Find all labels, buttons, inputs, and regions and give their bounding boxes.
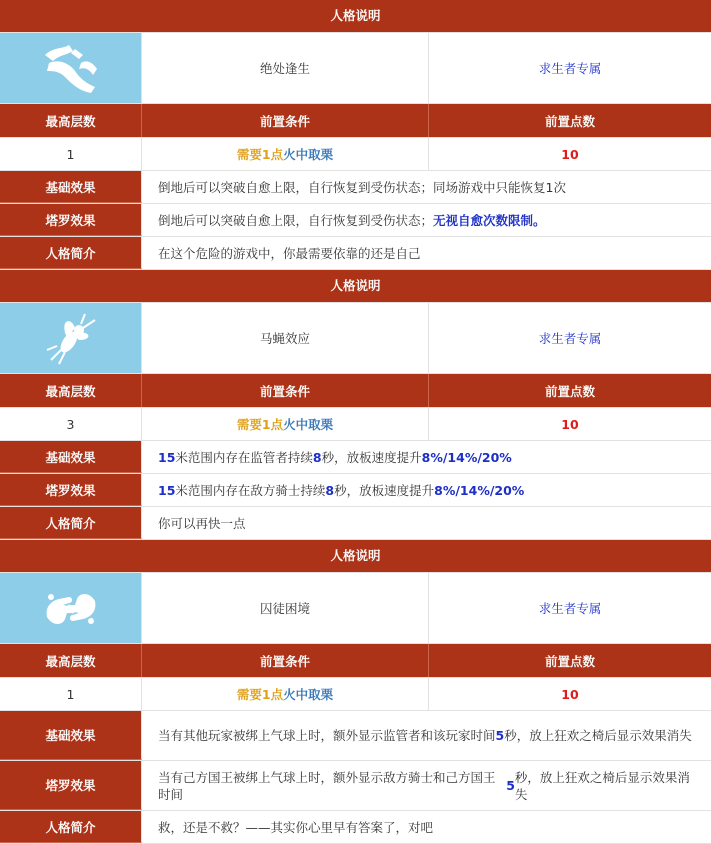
prereq-points-value: 10 (561, 416, 579, 432)
base-effect-text (142, 171, 711, 203)
column-header-row (0, 374, 711, 408)
column-header-row (0, 644, 711, 678)
effect-segment: 当有己方国王被绑上气球上时，额外显示敌方骑士和己方国王时间 (158, 769, 496, 802)
prerequisite-value (142, 678, 429, 710)
intro-text: 在这个危险的游戏中，你最需要依靠的还是自己 (158, 245, 421, 261)
trait-name: 囚徒困境 (142, 573, 429, 643)
base-effect-text (142, 441, 711, 473)
base-effect-row (0, 711, 711, 761)
tarot-effect-row (0, 761, 711, 811)
effect-segment: 8 (325, 482, 335, 498)
tarot-effect-text (142, 204, 711, 236)
effect-segment: 5 (506, 778, 515, 793)
prereq-points-value: 10 (561, 146, 579, 162)
trait-header-row (0, 573, 711, 644)
intro-row (0, 811, 711, 844)
effect-segment: 15 (158, 482, 176, 498)
intro-row (0, 507, 711, 540)
tarot-effect-row (0, 474, 711, 507)
effect-segment: 秒，放板速度提升 (334, 482, 435, 498)
effect-segment: 秒，放板速度提升 (321, 449, 422, 465)
effect-segment: 倒地后可以突破自愈上限，自行恢复到受伤状态； (158, 212, 434, 228)
prereq-points-header: 前置点数 (429, 644, 711, 677)
trait-header-row (0, 33, 711, 104)
max-level-value: 1 (0, 138, 142, 170)
prerequisite-value (142, 138, 429, 170)
base-effect-label: 基础效果 (0, 711, 142, 760)
prerequisite-header: 前置条件 (142, 644, 429, 677)
effect-segment: 5 (495, 728, 505, 743)
values-row (0, 408, 711, 441)
max-level-header: 最高层数 (0, 104, 142, 137)
trait-name: 绝处逢生 (142, 33, 429, 103)
base-effect-label: 基础效果 (0, 441, 142, 473)
section-title: 人格说明 (0, 540, 711, 573)
column-header-row (0, 104, 711, 138)
prerequisite-link[interactable]: 火中取栗 (283, 417, 334, 432)
base-effect-row (0, 171, 711, 204)
prerequisite-text: 需要1点 (236, 417, 284, 432)
intro-text: 救，还是不救？——其实你心里早有答案了，对吧 (158, 819, 434, 835)
intro-label: 人格简介 (0, 811, 142, 843)
effect-segment: 秒，放上狂欢之椅后显示效果消失 (514, 769, 690, 802)
exclusive-label: 求生者专属 (538, 331, 602, 346)
effect-segment: 米范围内存在敌方骑士持续 (175, 482, 326, 498)
section-title: 人格说明 (0, 0, 711, 33)
trait-name: 马蝇效应 (142, 303, 429, 373)
prerequisite-header: 前置条件 (142, 104, 429, 137)
base-effect-text (142, 711, 711, 760)
trait-icon-cell (0, 573, 142, 643)
effect-segment: 8 (312, 449, 322, 465)
prerequisite-text: 需要1点 (236, 147, 284, 162)
tarot-effect-label: 塔罗效果 (0, 761, 142, 810)
trait-card (0, 540, 711, 844)
intro-label: 人格简介 (0, 507, 142, 539)
trait-header-row (0, 303, 711, 374)
base-effect-row (0, 441, 711, 474)
effect-segment: 倒地后可以突破自愈上限，自行恢复到受伤状态；同场游戏中只能恢复1次 (158, 179, 566, 195)
trait-icon-cell (0, 33, 142, 103)
intro-row (0, 237, 711, 270)
prereq-points-value: 10 (561, 686, 579, 702)
section-title: 人格说明 (0, 270, 711, 303)
horsefly-icon (39, 310, 103, 366)
effect-segment: 8%/14%/20% (421, 449, 512, 465)
intro-text: 你可以再快一点 (158, 515, 246, 531)
prerequisite-value (142, 408, 429, 440)
broken-shackle-hand-icon (39, 41, 103, 95)
prerequisite-link[interactable]: 火中取栗 (283, 147, 334, 162)
tarot-effect-row (0, 204, 711, 237)
clasped-hands-icon (39, 581, 103, 635)
effect-segment: 当有其他玩家被绑上气球上时，额外显示监管者和该玩家时间 (158, 728, 496, 743)
effect-segment: 无视自愈次数限制。 (433, 212, 546, 228)
tarot-effect-label: 塔罗效果 (0, 204, 142, 236)
prereq-points-header: 前置点数 (429, 104, 711, 137)
exclusive-label: 求生者专属 (538, 601, 602, 616)
prereq-points-header: 前置点数 (429, 374, 711, 407)
effect-segment: 15 (158, 449, 176, 465)
intro-label: 人格简介 (0, 237, 142, 269)
prerequisite-text: 需要1点 (236, 687, 284, 702)
effect-segment: 8%/14%/20% (434, 482, 525, 498)
prerequisite-header: 前置条件 (142, 374, 429, 407)
tarot-effect-text (142, 761, 711, 810)
max-level-value: 3 (0, 408, 142, 440)
tarot-effect-label: 塔罗效果 (0, 474, 142, 506)
trait-card (0, 0, 711, 270)
trait-card (0, 270, 711, 540)
values-row (0, 678, 711, 711)
trait-icon-cell (0, 303, 142, 373)
exclusive-label: 求生者专属 (538, 61, 602, 76)
max-level-value: 1 (0, 678, 142, 710)
effect-segment: 米范围内存在监管者持续 (175, 449, 313, 465)
tarot-effect-text (142, 474, 711, 506)
max-level-header: 最高层数 (0, 644, 142, 677)
max-level-header: 最高层数 (0, 374, 142, 407)
base-effect-label: 基础效果 (0, 171, 142, 203)
values-row (0, 138, 711, 171)
effect-segment: 秒，放上狂欢之椅后显示效果消失 (504, 728, 692, 743)
prerequisite-link[interactable]: 火中取栗 (283, 687, 334, 702)
